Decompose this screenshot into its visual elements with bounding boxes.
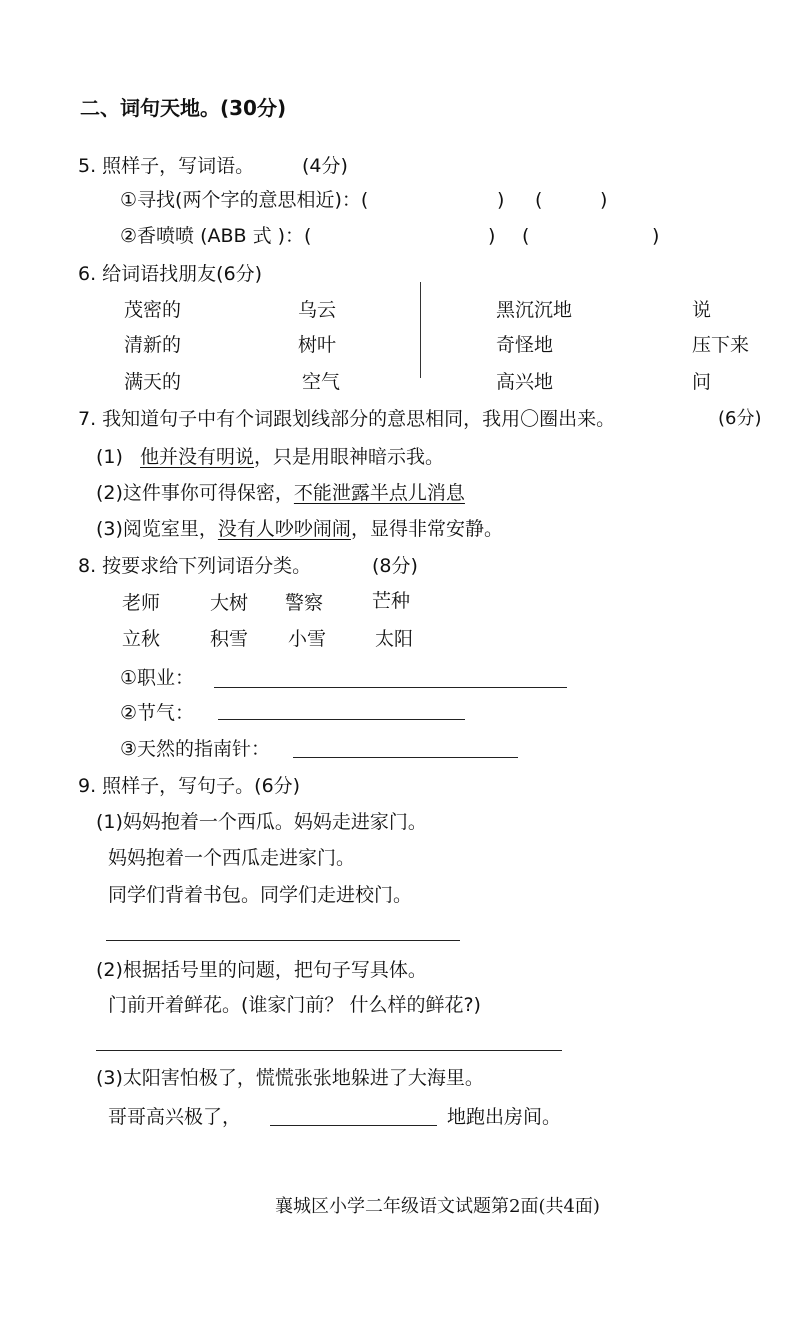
q5-item2: ②香喷喷 (ABB 式 )：( (120, 225, 312, 247)
q6-right-word: 高兴地 (496, 371, 554, 393)
q8-word: 芒种 (372, 590, 411, 612)
q6-right-word: 奇怪地 (496, 334, 554, 356)
q5-item1: ①寻找(两个字的意思相近)：( (120, 189, 369, 211)
q8-category-compass: ③天然的指南针： (120, 738, 271, 760)
q8-points: (8分) (372, 555, 418, 577)
q7-s1-rest: ，只是用眼神暗示我。 (254, 446, 445, 468)
q6-right-word: 黑沉沉地 (496, 299, 573, 321)
q6-left-match: 树叶 (298, 334, 337, 356)
q8-word: 小雪 (288, 628, 327, 650)
q6-right-match: 说 (692, 299, 712, 321)
q8-word: 立秋 (122, 628, 161, 650)
q9-p2-task: 门前开着鲜花。(谁家门前？ 什么样的鲜花?) (108, 994, 481, 1016)
q9-p3-task-pre: 哥哥高兴极了， (108, 1106, 242, 1128)
q9-p3-example: (3)太阳害怕极了，慌慌张张地躲进了大海里。 (96, 1067, 484, 1089)
q6-divider (420, 282, 421, 378)
q5-item2-open2: ( (522, 225, 530, 247)
q7-s3-rest: ，显得非常安静。 (350, 518, 503, 540)
q6-left-word: 清新的 (124, 334, 182, 356)
q8-category-solar-term: ②节气： (120, 702, 195, 724)
q7-sentence-2 (96, 481, 465, 505)
q6-right-match: 问 (692, 371, 712, 393)
q5-item1-close2: ) (600, 189, 608, 211)
q7-s1-underlined: 他并没有明说 (140, 446, 255, 468)
q8-word: 积雪 (210, 628, 249, 650)
q9-p1-answer-line[interactable] (106, 940, 460, 941)
q7-s2-underlined: 不能泄露半点儿消息 (293, 482, 465, 504)
q8-answer-line-solar-term[interactable] (218, 719, 465, 720)
q8-answer-line-occupation[interactable] (214, 687, 567, 688)
q9-p2-answer-line[interactable] (96, 1050, 562, 1051)
q7-s3-underlined: 没有人吵吵闹闹 (217, 518, 351, 540)
q8-category-occupation: ①职业： (120, 667, 195, 689)
q6-left-word: 茂密的 (124, 299, 182, 321)
q8-word: 警察 (285, 592, 324, 614)
section-title: 二、词句天地。(30分) (80, 96, 287, 120)
q5-points: (4分) (302, 155, 348, 177)
q8-word: 太阳 (375, 628, 414, 650)
q7-title: 7. 我知道句子中有个词跟划线部分的意思相同，我用〇圈出来。 (78, 408, 616, 430)
q7-s2-pre: (2)这件事你可得保密， (96, 482, 294, 504)
q5-title: 5. 照样子，写词语。 (78, 155, 255, 177)
q9-p2-title: (2)根据括号里的问题，把句子写具体。 (96, 959, 427, 981)
q8-word: 大树 (210, 592, 249, 614)
q5-item2-close1: ) (488, 225, 496, 247)
q8-title: 8. 按要求给下列词语分类。 (78, 555, 312, 577)
q6-left-match: 空气 (302, 371, 341, 393)
q9-p3-answer-line[interactable] (270, 1125, 437, 1126)
q5-item2-close2: ) (652, 225, 660, 247)
q9-p1-example: (1)妈妈抱着一个西瓜。妈妈走进家门。 (96, 811, 427, 833)
q5-item1-open2: ( (535, 189, 543, 211)
page-footer: 襄城区小学二年级语文试题第2面(共4面) (275, 1196, 600, 1217)
q6-title: 6. 给词语找朋友(6分) (78, 263, 263, 285)
q9-p3-task-post: 地跑出房间。 (447, 1106, 562, 1128)
q9-p1-answer: 妈妈抱着一个西瓜走进家门。 (108, 847, 356, 869)
q7-s3-pre: (3)阅览室里， (96, 518, 218, 540)
q7-s1-num: (1) (96, 446, 123, 468)
q7-sentence-1 (140, 445, 444, 469)
q6-left-word: 满天的 (124, 371, 182, 393)
q6-right-match: 压下来 (692, 334, 750, 356)
q9-title: 9. 照样子，写句子。(6分) (78, 775, 301, 797)
q9-p1-task: 同学们背着书包。同学们走进校门。 (108, 884, 413, 906)
q7-sentence-3 (96, 517, 503, 541)
q6-left-match: 乌云 (298, 299, 337, 321)
q8-answer-line-compass[interactable] (293, 757, 518, 758)
q5-item1-close1: ) (497, 189, 505, 211)
q7-points: (6分) (718, 408, 762, 429)
q8-word: 老师 (122, 592, 161, 614)
